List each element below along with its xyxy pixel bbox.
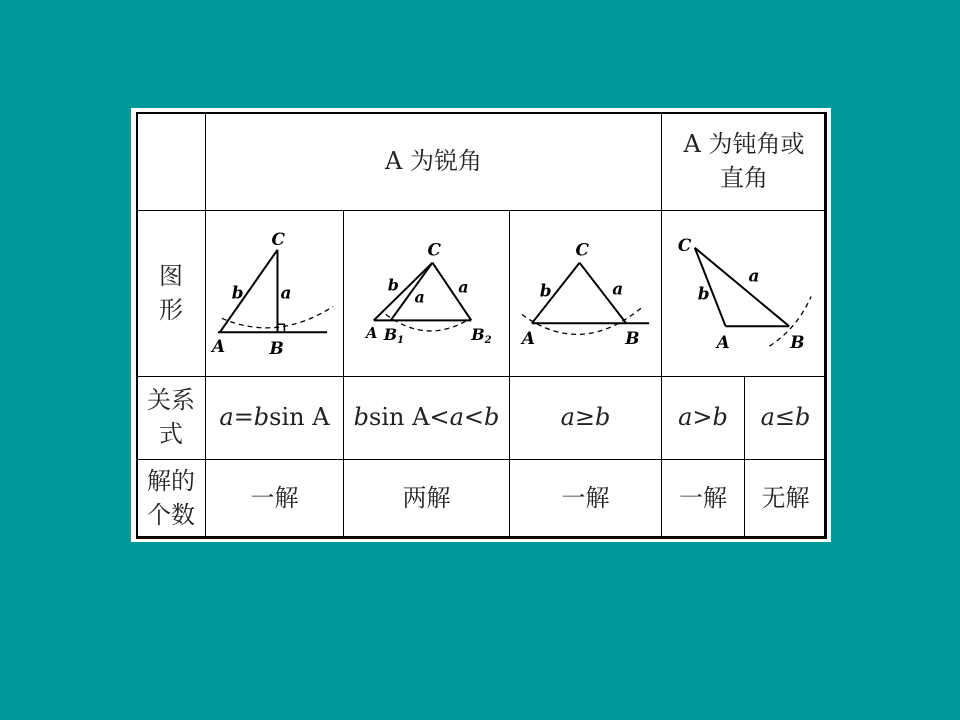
figure-label-2: 形 xyxy=(159,295,183,324)
fig4-vertex-c: C xyxy=(677,234,692,255)
relation-cell-5 xyxy=(745,377,827,460)
fig4-side-a: a xyxy=(748,265,760,286)
rel5-rhs: b xyxy=(795,403,811,432)
relation-row-label xyxy=(137,377,206,460)
solution-cell-2: 两解 xyxy=(344,460,510,539)
relation-cell-1 xyxy=(206,377,344,460)
rel3-rhs: b xyxy=(595,403,611,432)
rel1-lhs: a xyxy=(219,403,234,432)
fig2-side-a-inner: a xyxy=(414,287,425,307)
fig1-vertex-a: A xyxy=(211,336,226,357)
rel3-op: ≥ xyxy=(574,403,596,432)
fig1-vertex-b: B xyxy=(269,338,284,359)
rel3-lhs: a xyxy=(560,403,575,432)
fig1-side-a: a xyxy=(280,282,292,303)
relation-label-2: 式 xyxy=(159,420,183,448)
fig4-vertex-b: B xyxy=(790,332,805,353)
solution-row xyxy=(137,460,827,539)
rel4-lhs: a xyxy=(678,403,693,432)
solution-row-label xyxy=(137,460,206,539)
rel2-coef: b xyxy=(353,403,370,432)
fig4-vertex-a: A xyxy=(716,332,730,353)
rel1-arg: A xyxy=(312,403,330,432)
figure-cell-3 xyxy=(510,211,662,377)
relation-row xyxy=(137,377,827,460)
rel4-op: > xyxy=(692,403,713,432)
fig2-side-a-outer: a xyxy=(458,277,469,297)
figure-cell-4 xyxy=(662,211,827,377)
header-row xyxy=(137,113,827,211)
fig3-side-b: b xyxy=(539,280,552,301)
corner-cell xyxy=(137,113,206,211)
rel2-arg: A xyxy=(412,403,430,432)
fig3-vertex-b: B xyxy=(625,328,640,349)
rel2-op2: < xyxy=(463,403,484,432)
relation-cell-2 xyxy=(344,377,510,460)
fig3-vertex-c: C xyxy=(575,239,589,260)
solution-label-2: 个数 xyxy=(147,501,195,529)
solution-cell-3: 一解 xyxy=(510,460,662,539)
rel4-rhs: b xyxy=(712,403,728,432)
relation-cell-4 xyxy=(662,377,745,460)
figure-two-triangles xyxy=(344,211,509,376)
figure-row xyxy=(137,211,827,377)
figure-cell-2 xyxy=(344,211,510,377)
figure-isosceles-triangle xyxy=(510,211,661,376)
rel2-rhs: b xyxy=(483,403,500,432)
fig1-vertex-c: C xyxy=(271,228,285,249)
solution-cell-4: 一解 xyxy=(662,460,745,539)
rel2-mid: a xyxy=(449,403,464,432)
rel5-lhs: a xyxy=(760,403,775,432)
obtuse-header-line1: A 为钝角或 xyxy=(683,129,805,158)
rel1-fn: sin xyxy=(269,403,305,432)
fig1-side-b: b xyxy=(231,282,244,303)
table-card xyxy=(131,108,831,542)
obtuse-header-line2: 直角 xyxy=(720,163,768,192)
rel5-op: ≤ xyxy=(774,403,796,432)
fig2-side-b: b xyxy=(387,275,399,295)
figure-cell-1 xyxy=(206,211,344,377)
solution-label-1: 解的 xyxy=(147,467,195,496)
figure-row-label xyxy=(137,211,206,377)
fig4-side-b: b xyxy=(697,283,710,304)
rel1-coef: b xyxy=(253,403,270,432)
fig2-vertex-c: C xyxy=(427,239,441,260)
fig2-vertex-b1: B1 xyxy=(383,325,405,347)
obtuse-header xyxy=(662,113,827,211)
figure-right-triangle xyxy=(206,211,343,376)
solution-cell-5: 无解 xyxy=(745,460,827,539)
rel2-fn: sin xyxy=(369,403,405,432)
acute-header: A 为锐角 xyxy=(206,113,662,211)
cases-table xyxy=(136,112,827,539)
fig3-side-a: a xyxy=(612,278,624,299)
fig3-vertex-a: A xyxy=(521,328,536,349)
relation-cell-3 xyxy=(510,377,662,460)
figure-label-1: 图 xyxy=(159,261,183,290)
rel2-op1: < xyxy=(429,403,450,432)
solution-cell-1: 一解 xyxy=(206,460,344,539)
fig2-vertex-a: A xyxy=(365,324,378,343)
rel1-op: = xyxy=(233,403,254,432)
relation-label-1: 关系 xyxy=(147,386,195,415)
fig2-vertex-b2: B2 xyxy=(471,325,492,347)
figure-obtuse-triangle xyxy=(662,211,826,376)
